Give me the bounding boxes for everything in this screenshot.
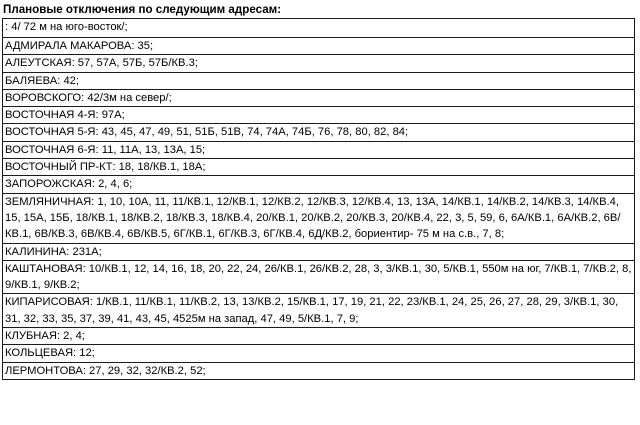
address-cell: ВОСТОЧНАЯ 6-Я: 11, 11А, 13, 13А, 15; — [3, 141, 635, 158]
address-cell: ВОСТОЧНАЯ 5-Я: 43, 45, 47, 49, 51, 51Б, 51В, 74, 74А, 74Б, 76, 78, 80, 82, 84; — [3, 124, 635, 141]
address-cell: КЛУБНАЯ: 2, 4; — [3, 328, 635, 345]
table-row — [3, 362, 635, 379]
sheet-title: Плановые отключения по следующим адресам: — [3, 3, 282, 16]
address-cell: ЗАПОРОЖСКАЯ: 2, 4, 6; — [3, 176, 635, 193]
table-row — [3, 19, 635, 38]
table-row — [3, 159, 635, 176]
table-row — [3, 38, 635, 55]
address-cell: : 4/ 72 м на юго-восток/; — [3, 19, 635, 38]
address-cell: КИПАРИСОВАЯ: 1/КВ.1, 11/КВ.1, 11/КВ.2, 13, 13/КВ.2, 15/КВ.1, 17, 19, 21, 22, 23/КВ.1, 24, 25, 26, 27, 28, 29, 3/КВ.1, 30, 31, 32, 33, 35, 37, 39, 41, 43, 45, 4525м на запад, 47, 49, 5/КВ.1, 7, 9; — [3, 294, 635, 328]
table-row — [3, 176, 635, 193]
address-cell: АЛЕУТСКАЯ: 57, 57А, 57Б, 57Б/КВ.3; — [3, 55, 635, 72]
address-cell: ЗЕМЛЯНИЧНАЯ: 1, 10, 10А, 11, 11/КВ.1, 12/КВ.1, 12/КВ.2, 12/КВ.3, 12/КВ.4, 13, 13А, 14/КВ.1, 14/КВ.2, 14/КВ.3, 14/КВ.4, 15, 15А, 15Б, 18/КВ.1, 18/КВ.2, 18/КВ.3, 18/КВ.4, 20/КВ.1, 20/КВ.2, 20/КВ.3, 20/КВ.4, 22, 3, 5, 59, 6, 6А/КВ.1, 6А/КВ.2, 6В/КВ.1, 6В/КВ.3, 6В/КВ.4, 6В/КВ.5, 6Г/КВ.1, 6Г/КВ.3, 6Г/КВ.4, 6Д/КВ.2, бориентир- 75 м на с.в., 7, 8; — [3, 193, 635, 243]
table-row — [3, 124, 635, 141]
table-row — [3, 193, 635, 243]
address-table — [2, 18, 635, 380]
address-cell: КОЛЬЦЕВАЯ: 12; — [3, 345, 635, 362]
address-cell: ЛЕРМОНТОВА: 27, 29, 32, 32/КВ.2, 52; — [3, 362, 635, 379]
address-cell: ВОСТОЧНАЯ 4-Я: 97А; — [3, 107, 635, 124]
address-cell: БАЛЯЕВА: 42; — [3, 72, 635, 89]
table-row — [3, 328, 635, 345]
address-cell: КАЛИНИНА: 231А; — [3, 243, 635, 260]
table-row — [3, 141, 635, 158]
table-row — [3, 107, 635, 124]
address-cell: ВОСТОЧНЫЙ ПР-КТ: 18, 18/КВ.1, 18А; — [3, 159, 635, 176]
address-cell: ВОРОВСКОГО: 42/3м на север/; — [3, 89, 635, 106]
table-row — [3, 72, 635, 89]
table-row — [3, 55, 635, 72]
table-row — [3, 260, 635, 294]
table-row — [3, 345, 635, 362]
address-cell: АДМИРАЛА МАКАРОВА: 35; — [3, 38, 635, 55]
table-row — [3, 243, 635, 260]
table-row — [3, 89, 635, 106]
table-row — [3, 294, 635, 328]
address-cell: КАШТАНОВАЯ: 10/КВ.1, 12, 14, 16, 18, 20, 22, 24, 26/КВ.1, 26/КВ.2, 28, 3, 3/КВ.1, 30, 5/КВ.1, 550м на юг, 7/КВ.1, 7/КВ.2, 8, 9/КВ.1, 9/КВ.2; — [3, 260, 635, 294]
